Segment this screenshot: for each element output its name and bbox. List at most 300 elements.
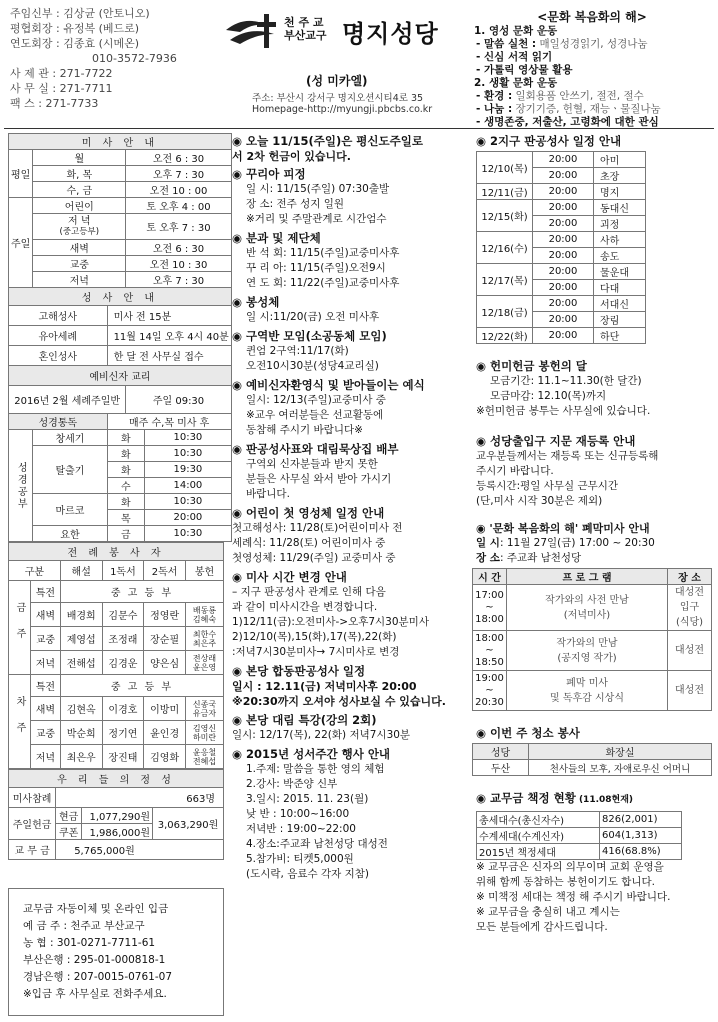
culture-item bbox=[474, 77, 710, 90]
program-place-line: 대성전 bbox=[675, 645, 704, 656]
server-name: 김경운 bbox=[102, 651, 144, 675]
contact-row bbox=[10, 36, 220, 51]
servers-col: 해설 bbox=[60, 561, 102, 581]
server-name: 제영섭 bbox=[60, 627, 102, 651]
notice-line: ※헌미헌금 봉투는 사무실에 있습니다. bbox=[476, 405, 651, 417]
server-name: 조정래 bbox=[102, 627, 144, 651]
dues-date: (11.08현재) bbox=[575, 795, 634, 805]
notice-block bbox=[232, 377, 466, 438]
server-name: 이방미 bbox=[144, 697, 186, 721]
notice-line: 5.참가비: 티켓5,000원 bbox=[246, 853, 354, 865]
mass-name: 저녁 bbox=[33, 272, 126, 288]
confession-date: 12/11(금) bbox=[477, 184, 533, 200]
table-row bbox=[9, 561, 224, 581]
confession-time: 20:00 bbox=[533, 216, 594, 232]
program-place-line: 대성전 bbox=[675, 685, 704, 696]
notice-line: 주시기 바랍니다. bbox=[476, 465, 554, 477]
mass-day: 월 bbox=[33, 150, 126, 166]
parish-name: 명지성당 bbox=[342, 20, 439, 48]
office-number: 271-7722 bbox=[56, 67, 113, 80]
servers-week-text: 차주 bbox=[14, 695, 25, 748]
culture-item bbox=[474, 90, 710, 103]
contact-value: 김종효 (시메온) bbox=[59, 37, 140, 50]
table-row bbox=[473, 744, 712, 760]
notice-line: 첫영성체: 11/29(주일) 교중미사 중 bbox=[232, 552, 396, 564]
weekday-label: 평일 bbox=[9, 150, 33, 198]
table-row bbox=[9, 150, 232, 166]
server-name: 이경호 bbox=[102, 697, 144, 721]
header-divider bbox=[4, 128, 714, 129]
servers-title: 전 례 봉 사 자 bbox=[9, 543, 224, 561]
notice-line: 4.장소:주교좌 남천성당 대성전 bbox=[246, 838, 388, 850]
table-row bbox=[477, 152, 646, 168]
office-row bbox=[10, 96, 220, 111]
table-row bbox=[9, 198, 232, 214]
place-value: : 주교좌 남천성당 bbox=[499, 552, 582, 564]
servers-week-label bbox=[9, 675, 31, 769]
confession-parish: 아미 bbox=[594, 152, 646, 168]
notice-line: 1)12/11(금):오전미사->오후7시30분미사 bbox=[232, 616, 429, 628]
bible-book: 마르코 bbox=[33, 494, 107, 526]
table-row bbox=[9, 494, 232, 510]
office-number: 271-7711 bbox=[56, 82, 113, 95]
table-row bbox=[9, 808, 224, 824]
servers-col: 1독서 bbox=[102, 561, 144, 581]
program-place bbox=[668, 631, 712, 671]
left-column bbox=[8, 133, 229, 860]
table-row bbox=[9, 840, 224, 860]
server-offertory: 전상래 윤은영 bbox=[186, 651, 224, 675]
servers-youth: 중 고 등 부 bbox=[60, 581, 223, 603]
notice-title: ◉ 구역반 모임(소공동체 모임) bbox=[232, 329, 387, 343]
bank-line: 경남은행 : 207-0015-0761-07 bbox=[23, 971, 172, 983]
program-time-line: ~ bbox=[485, 684, 494, 696]
place-label: 장 소 bbox=[476, 552, 500, 564]
notice-line: – 지구 판공성사 관계로 인해 다음 bbox=[232, 586, 386, 598]
program-name bbox=[507, 631, 668, 671]
notice-line: 저녁반 : 19:00~22:00 bbox=[246, 823, 356, 835]
notice-title: ◉ 성당출입구 지문 재등록 안내 bbox=[476, 434, 636, 448]
office-label: 사 제 관 : bbox=[10, 67, 57, 80]
server-offertory: 윤응철 전혜섭 bbox=[186, 745, 224, 769]
dues-note: ※ 교무금을 충실히 내고 계시는 bbox=[476, 906, 620, 918]
cleaning-title: ◉ 이번 주 청소 봉사 bbox=[476, 726, 580, 740]
table-row bbox=[9, 166, 232, 182]
notice-line: 등록시간:평일 사무실 근무시간 bbox=[476, 480, 619, 492]
table-row bbox=[9, 721, 224, 745]
notice-block bbox=[232, 133, 466, 164]
table-row bbox=[477, 200, 646, 216]
cleaning-col: 화장실 bbox=[529, 744, 712, 760]
confession-date: 12/16(수) bbox=[477, 232, 533, 264]
contact-value: 김상균 (안토니오) bbox=[59, 7, 150, 20]
contact-label: 주임신부 : bbox=[10, 7, 60, 20]
notice-line: 오전10시30분(성당4교리실) bbox=[246, 360, 379, 372]
bank-line: 부산은행 : 295-01-000818-1 bbox=[23, 954, 166, 966]
mass-time: 오전 10 : 30 bbox=[126, 256, 232, 272]
servers-col: 구분 bbox=[9, 561, 61, 581]
servers-week-text: 금주 bbox=[14, 601, 25, 654]
culture-item-detail: 장기기증, 헌혈, 재능ㆍ물질나눔 bbox=[512, 103, 661, 115]
program-name-line: 작가와의 만남 bbox=[556, 637, 618, 649]
notice-title: ◉ 오늘 11/15(주일)은 평신도주일로 bbox=[232, 134, 423, 148]
culture-item-title: - 생명존중, 저출산, 고령화에 대한 관심 bbox=[476, 116, 659, 128]
bible-day: 화 bbox=[107, 494, 144, 510]
notice-line: 구역외 신자분들과 받지 못한 bbox=[246, 458, 378, 470]
culture-item-title: - 말씀 실천 : bbox=[476, 38, 537, 50]
program-time bbox=[473, 671, 507, 711]
notice-block bbox=[232, 746, 466, 882]
notice-block bbox=[232, 441, 466, 502]
mass-name: 어린이 bbox=[33, 198, 126, 214]
server-name: 김영화 bbox=[144, 745, 186, 769]
program-time-line: 19:00 bbox=[475, 672, 504, 684]
program-time-line: 17:00 bbox=[475, 589, 504, 601]
table-row bbox=[9, 256, 232, 272]
bible-day: 목 bbox=[107, 510, 144, 526]
notice-line: 모금마감: 12.10(목)까지 bbox=[490, 390, 607, 402]
bible-time: 10:30 bbox=[145, 494, 232, 510]
mass-time: 오전 6 : 30 bbox=[126, 150, 232, 166]
server-name: 정영란 bbox=[144, 603, 186, 627]
notice-title: ◉ 분과 및 제단체 bbox=[232, 231, 321, 245]
mass-time: 오후 7 : 30 bbox=[126, 272, 232, 288]
servers-row-head: 특전 bbox=[31, 581, 61, 603]
mass-time: 토 오후 4 : 00 bbox=[126, 198, 232, 214]
server-name: 윤인경 bbox=[144, 721, 186, 745]
confession-parish: 서대신 bbox=[594, 296, 646, 312]
mass-name: 교중 bbox=[33, 256, 126, 272]
cleaning-group: 천사들의 모후, 자애로우신 어머니 bbox=[529, 760, 712, 776]
server-name: 장순필 bbox=[144, 627, 186, 651]
servers-mass: 저녁 bbox=[31, 651, 61, 675]
notice-line: 서 2차 헌금이 있습니다. bbox=[232, 150, 351, 163]
dues-block bbox=[472, 790, 714, 935]
table-row bbox=[473, 760, 712, 776]
notice-line: 교우분들께서는 재등록 또는 신규등록해 bbox=[476, 450, 659, 462]
cleaning-table bbox=[472, 743, 712, 776]
bank-line: ※입금 후 사무실로 전화주세요. bbox=[23, 988, 167, 1000]
program-time-line: 18:00 bbox=[475, 613, 504, 625]
confession-parish: 초장 bbox=[594, 168, 646, 184]
table-row bbox=[9, 240, 232, 256]
table-row bbox=[473, 671, 712, 711]
server-offertory: 신종국 유금자 bbox=[186, 697, 224, 721]
table-row bbox=[9, 788, 224, 808]
servers-table bbox=[8, 542, 224, 769]
program-col: 장 소 bbox=[668, 569, 712, 585]
duty-value: 5,765,000원 bbox=[56, 840, 224, 860]
table-row bbox=[477, 828, 682, 844]
culture-item-title: 2. 생활 문화 운동 bbox=[474, 77, 558, 89]
diocese-name bbox=[284, 16, 327, 42]
table-row bbox=[9, 288, 232, 306]
servers-mass: 새벽 bbox=[31, 603, 61, 627]
bible-time: 14:00 bbox=[145, 478, 232, 494]
confession-date: 12/18(금) bbox=[477, 296, 533, 328]
table-row bbox=[477, 812, 682, 828]
cleaning-block bbox=[472, 725, 714, 776]
confession-date: 12/15(화) bbox=[477, 200, 533, 232]
mass-name: 새벽 bbox=[33, 240, 126, 256]
table-row bbox=[9, 272, 232, 288]
confession-time: 20:00 bbox=[533, 296, 594, 312]
catechumen-class: 2016년 2월 세례주일반 bbox=[9, 386, 126, 414]
servers-mass: 교중 bbox=[31, 627, 61, 651]
notice-line: 일시: 12/13(주일)교중미사 중 bbox=[246, 394, 386, 406]
culture-item bbox=[474, 51, 710, 64]
notice-line: 1.주제: 말씀을 통한 영의 체험 bbox=[246, 763, 385, 775]
culture-item bbox=[474, 38, 710, 51]
confession-parish: 명지 bbox=[594, 184, 646, 200]
servers-youth: 중 고 등 부 bbox=[60, 675, 223, 697]
notice-block bbox=[232, 230, 466, 291]
closing-mass-date bbox=[472, 536, 714, 551]
confession-date: 12/10(목) bbox=[477, 152, 533, 184]
culture-item-detail: 일회용품 안쓰기, 절전, 절수 bbox=[512, 90, 644, 102]
mass-name bbox=[33, 214, 126, 240]
servers-mass: 저녁 bbox=[31, 745, 61, 769]
office-row bbox=[10, 66, 220, 81]
culture-item-title: - 가톨릭 영상물 활용 bbox=[476, 64, 573, 76]
program-time bbox=[473, 631, 507, 671]
dues-note: ※ 미책정 세대는 책정 해 주시기 바랍니다. bbox=[476, 891, 671, 903]
mass-attend-label: 미사참례 bbox=[9, 788, 56, 808]
notice-block bbox=[232, 712, 466, 743]
table-row bbox=[9, 446, 232, 462]
bible-day: 수 bbox=[107, 478, 144, 494]
confession-date: 12/22(화) bbox=[477, 328, 533, 344]
catechumen-time: 주일 09:30 bbox=[126, 386, 232, 414]
table-row bbox=[9, 697, 224, 721]
confession-parish: 물운대 bbox=[594, 264, 646, 280]
bible-book: 탈출기 bbox=[33, 446, 107, 494]
notice-title: ◉ 본당 대림 특강(강의 2회) bbox=[232, 713, 377, 727]
dues-title bbox=[472, 790, 714, 808]
culture-item bbox=[474, 25, 710, 38]
bible-title: 성경통독 bbox=[9, 414, 108, 430]
servers-week-label bbox=[9, 581, 31, 675]
parish-homepage[interactable]: Homepage-http://myungji.pbcbs.co.kr bbox=[252, 104, 433, 115]
program-time-line: ~ bbox=[485, 601, 494, 613]
bible-time: 10:30 bbox=[145, 446, 232, 462]
closing-mass-block bbox=[472, 521, 714, 711]
sacrament-detail: 미사 전 15분 bbox=[107, 306, 231, 326]
table-row bbox=[477, 296, 646, 312]
table-row bbox=[9, 526, 232, 542]
bank-info bbox=[8, 888, 224, 1016]
church-logo-icon bbox=[224, 12, 282, 52]
confession-time: 20:00 bbox=[533, 312, 594, 328]
mass-time: 오전 6 : 30 bbox=[126, 240, 232, 256]
table-row bbox=[473, 631, 712, 671]
table-row bbox=[9, 651, 224, 675]
server-name: 장진태 bbox=[102, 745, 144, 769]
table-row bbox=[9, 366, 232, 386]
notice-line: 반 석 회: 11/15(주일)교중미사후 bbox=[246, 247, 400, 259]
confession-time: 20:00 bbox=[533, 264, 594, 280]
bible-day: 금 bbox=[107, 526, 144, 542]
office-number: 271-7733 bbox=[41, 97, 99, 110]
dues-value: 416(68.8%) bbox=[600, 844, 682, 860]
table-row bbox=[9, 581, 224, 603]
notice-line: 2)12/10(목),15(화),17(목),22(화) bbox=[232, 631, 397, 643]
servers-row-head: 특전 bbox=[31, 675, 61, 697]
dues-value: 604(1,313) bbox=[600, 828, 682, 844]
notice-line: ※교우 여러분들은 선교활동에 bbox=[246, 409, 384, 421]
bible-time: 10:30 bbox=[145, 430, 232, 446]
table-row bbox=[473, 585, 712, 631]
diocese-line1: 천 주 교 bbox=[284, 16, 324, 29]
program-place-line: 입구 bbox=[679, 602, 700, 613]
program-name-line: 작가와의 사전 만남 bbox=[545, 594, 629, 606]
header-contacts bbox=[10, 6, 220, 111]
notice-line: 과 같이 미사시간을 변경합니다. bbox=[232, 601, 378, 613]
server-name: 김문수 bbox=[102, 603, 144, 627]
program-time-line: 18:00 bbox=[475, 632, 504, 644]
bible-day: 화 bbox=[107, 430, 144, 446]
office-label: 사 무 실 : bbox=[10, 82, 57, 95]
confession-time: 20:00 bbox=[533, 168, 594, 184]
cash-value: 1,077,290원 bbox=[82, 808, 153, 824]
notice-line: 모금기간: 11.1~11.30(한 달간) bbox=[490, 375, 642, 387]
program-name-line: (저녁미사) bbox=[563, 609, 611, 621]
table-row bbox=[9, 770, 224, 788]
cleaning-area: 두산 bbox=[473, 760, 529, 776]
dues-note: 위해 함께 동참하는 봉헌이기도 합니다. bbox=[476, 876, 655, 888]
notice-line: 일 시: 11/15(주일) 07:30출발 bbox=[246, 183, 390, 195]
program-name bbox=[507, 585, 668, 631]
culture-item-title: 1. 영성 문화 운동 bbox=[474, 25, 558, 37]
notice-block bbox=[232, 663, 466, 709]
culture-item-title: - 나눔 : bbox=[476, 103, 513, 115]
right-column bbox=[472, 133, 714, 935]
table-row bbox=[9, 326, 232, 346]
notice-line: 일 시:11/20(금) 오전 미사후 bbox=[246, 311, 380, 323]
office-label: 팩 스 : bbox=[10, 97, 42, 110]
notice-line: ※거리 및 주말관계로 시간엄수 bbox=[246, 213, 387, 225]
notice-block bbox=[472, 433, 714, 509]
notice-title: ◉ 판공성사표와 대림묵상집 배부 bbox=[232, 442, 399, 456]
sacrament-name: 고해성사 bbox=[9, 306, 108, 326]
notice-title: ◉ 봉성체 bbox=[232, 295, 280, 309]
table-row bbox=[9, 543, 224, 561]
program-col: 시 간 bbox=[473, 569, 507, 585]
table-row bbox=[9, 675, 224, 697]
notice-line: 일시: 12/17(목), 22(화) 저녁7시30분 bbox=[232, 729, 411, 741]
program-col: 프 로 그 램 bbox=[507, 569, 668, 585]
notice-title: ◉ 미사 시간 변경 안내 bbox=[232, 570, 347, 584]
culture-item-title: - 환경 : bbox=[476, 90, 513, 102]
servers-col: 2독서 bbox=[144, 561, 186, 581]
mass-time: 토 오후 7 : 30 bbox=[126, 214, 232, 240]
closing-mass-title: ◉ '문화 복음화의 해' 폐막미사 안내 bbox=[476, 522, 650, 535]
notice-line: 꾸 리 아: 11/15(주일)오전9시 bbox=[246, 262, 386, 274]
program-time bbox=[473, 585, 507, 631]
table-row bbox=[9, 182, 232, 198]
dues-note: 모든 분들에게 감사드립니다. bbox=[476, 921, 608, 933]
notice-block bbox=[232, 505, 466, 566]
table-row bbox=[477, 264, 646, 280]
mass-day: 수, 금 bbox=[33, 182, 126, 198]
mass-time: 오후 7 : 30 bbox=[126, 166, 232, 182]
program-name-line: 폐막 미사 bbox=[566, 677, 608, 689]
servers-mass: 새벽 bbox=[31, 697, 61, 721]
notice-line: 세례식: 11/28(토) 어린이미사 중 bbox=[232, 537, 386, 549]
contact-phone: 010-3572-7936 bbox=[92, 52, 177, 65]
program-time-line: 18:50 bbox=[475, 656, 504, 668]
dues-label: 2015년 책정세대 bbox=[477, 844, 600, 860]
mass-time: 오전 10 : 00 bbox=[126, 182, 232, 198]
date-value: : 11월 27일(금) 17:00 ~ 20:30 bbox=[499, 537, 655, 549]
program-name bbox=[507, 671, 668, 711]
bank-line: 예 금 주 : 천주교 부산교구 bbox=[23, 920, 145, 932]
culture-item bbox=[474, 64, 710, 77]
confession-parish: 하단 bbox=[594, 328, 646, 344]
notice-line: :저녁7시30분미사→ 7시미사로 변경 bbox=[232, 646, 400, 658]
cash-label: 현금 bbox=[56, 808, 82, 824]
parish-address: 주소: 부산시 강서구 명지오션시티4로 35 bbox=[252, 93, 424, 104]
bible-time: 19:30 bbox=[145, 462, 232, 478]
confession-parish: 사하 bbox=[594, 232, 646, 248]
dues-value: 826(2,001) bbox=[600, 812, 682, 828]
server-offertory: 김영신 하미란 bbox=[186, 721, 224, 745]
program-time-line: 20:30 bbox=[475, 696, 504, 708]
offering-table bbox=[8, 769, 224, 860]
dues-title-text: ◉ 교무금 책정 현황 bbox=[476, 791, 576, 805]
notice-title: ◉ 어린이 첫 영성체 일정 안내 bbox=[232, 506, 385, 520]
notice-line: 2.강사: 박준양 신부 bbox=[246, 778, 338, 790]
server-name: 박순희 bbox=[60, 721, 102, 745]
bible-book: 요한 bbox=[33, 526, 107, 542]
bible-day: 화 bbox=[107, 462, 144, 478]
notice-block bbox=[232, 569, 466, 660]
notice-line: 바랍니다. bbox=[246, 488, 290, 500]
culture-item-detail: 매일성경읽기, 성경나눔 bbox=[536, 38, 648, 50]
program-place-line: 대성전 bbox=[675, 587, 704, 598]
confession-time: 20:00 bbox=[533, 328, 594, 344]
confession-time: 20:00 bbox=[533, 232, 594, 248]
culture-box bbox=[474, 10, 710, 129]
left-info-table bbox=[8, 133, 232, 542]
date-label: 일 시 bbox=[476, 537, 500, 549]
program-name-line: (공지영 작가) bbox=[557, 652, 617, 664]
confession-time: 20:00 bbox=[533, 200, 594, 216]
coupon-value: 1,986,000원 bbox=[82, 824, 153, 840]
parish-logo bbox=[224, 10, 464, 58]
confession-parish: 괴정 bbox=[594, 216, 646, 232]
server-name: 배경희 bbox=[60, 603, 102, 627]
table-row bbox=[473, 569, 712, 585]
table-row bbox=[477, 232, 646, 248]
confession-table bbox=[476, 151, 646, 344]
server-name: 김현옥 bbox=[60, 697, 102, 721]
table-row bbox=[9, 306, 232, 326]
confession-title: ◉ 2지구 판공성사 일정 안내 bbox=[476, 134, 622, 148]
sunday-total: 3,063,290원 bbox=[153, 808, 224, 840]
duty-label: 교 무 금 bbox=[9, 840, 56, 860]
notice-block bbox=[232, 166, 466, 227]
notice-line: 퀸엄 2구역:11/17(화) bbox=[246, 345, 349, 357]
program-name-line: 및 독후감 시상식 bbox=[550, 692, 624, 704]
dues-note: ※ 교무금은 신자의 의무이며 교회 운영을 bbox=[476, 861, 664, 873]
bible-subtitle: 매주 수,목 미사 후 bbox=[107, 414, 231, 430]
contact-row bbox=[10, 21, 220, 36]
bible-day: 화 bbox=[107, 446, 144, 462]
confession-parish: 동대신 bbox=[594, 200, 646, 216]
sunday-offering-label: 주일헌금 bbox=[9, 808, 56, 840]
bible-time: 20:00 bbox=[145, 510, 232, 526]
